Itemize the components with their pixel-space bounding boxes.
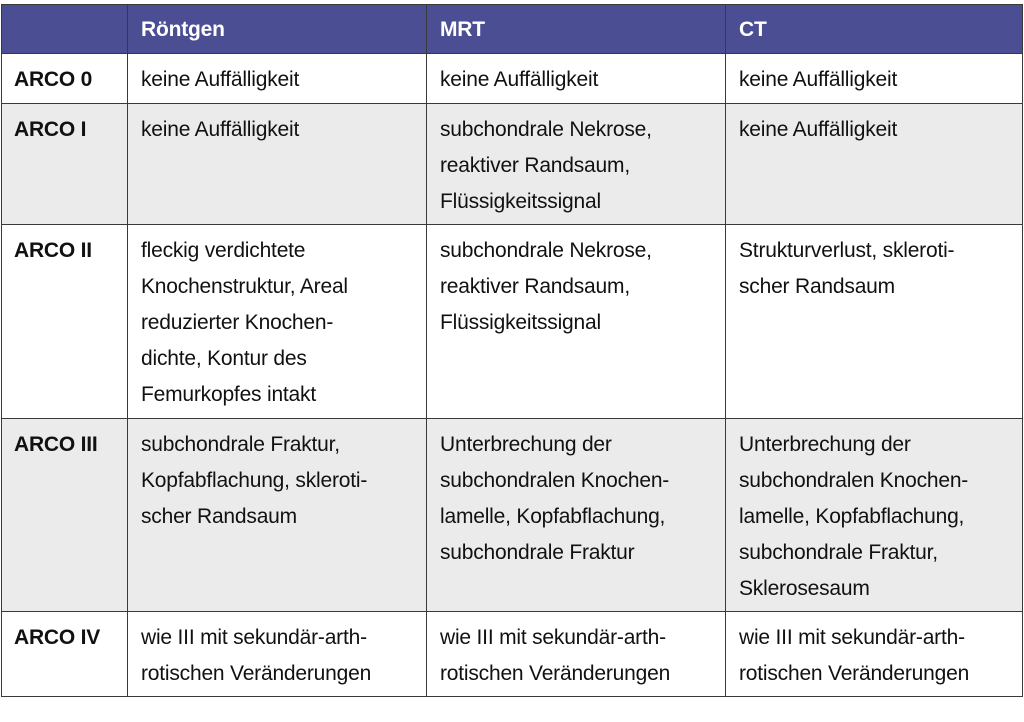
header-mrt: MRT: [427, 5, 726, 54]
cell-text: keine Auffälligkeit: [440, 68, 599, 91]
row-label: ARCO II: [2, 225, 128, 419]
row-label: ARCO IV: [2, 612, 128, 697]
table-row: [2, 104, 1023, 225]
cell-text: lamelle, Kopfabflachung,: [739, 505, 965, 528]
cell-mrt: [427, 612, 726, 697]
cell-text: wie III mit sekundär-arth-: [141, 626, 367, 649]
table-row: [2, 225, 1023, 419]
cell-text: Knochenstruktur, Areal: [141, 275, 348, 298]
cell-text: reduzierter Knochen-: [141, 311, 334, 334]
cell-roentgen: [128, 54, 427, 104]
cell-text: subchondrale Fraktur,: [141, 433, 340, 456]
cell-text: scher Randsaum: [739, 275, 895, 298]
cell-roentgen: [128, 419, 427, 612]
cell-mrt: [427, 54, 726, 104]
cell-text: Sklerosesaum: [739, 577, 870, 600]
cell-text: fleckig verdichtete: [141, 239, 306, 262]
cell-text: keine Auffälligkeit: [739, 68, 898, 91]
cell-text: subchondrale Fraktur: [440, 541, 635, 564]
cell-text: rotischen Veränderungen: [141, 662, 372, 685]
table-row: [2, 54, 1023, 104]
cell-text: lamelle, Kopfabflachung,: [440, 505, 666, 528]
cell-text: Kopfabflachung, skleroti-: [141, 469, 368, 492]
cell-text: reaktiver Randsaum,: [440, 275, 630, 298]
cell-text: Unterbrechung der: [739, 433, 911, 456]
cell-text: Femurkopfes intakt: [141, 383, 316, 406]
row-label: ARCO I: [2, 104, 128, 225]
cell-text: rotischen Veränderungen: [440, 662, 671, 685]
cell-roentgen: [128, 612, 427, 697]
cell-text: wie III mit sekundär-arth-: [440, 626, 666, 649]
cell-roentgen: [128, 104, 427, 225]
cell-text: scher Randsaum: [141, 505, 297, 528]
cell-ct: [726, 612, 1023, 697]
cell-text: subchondrale Nekrose,: [440, 239, 652, 262]
table-row: [2, 612, 1023, 697]
cell-text: Strukturverlust, skleroti-: [739, 239, 955, 262]
cell-ct: [726, 54, 1023, 104]
cell-ct: [726, 225, 1023, 419]
header-roentgen: Röntgen: [128, 5, 427, 54]
cell-ct: [726, 104, 1023, 225]
cell-text: subchondrale Fraktur,: [739, 541, 938, 564]
cell-text: reaktiver Randsaum,: [440, 154, 630, 177]
cell-mrt: [427, 104, 726, 225]
header-ct: CT: [726, 5, 1023, 54]
row-label: ARCO III: [2, 419, 128, 612]
cell-text: Flüssigkeitssignal: [440, 190, 601, 213]
arco-classification-table: [1, 4, 1023, 697]
cell-text: keine Auffälligkeit: [141, 118, 300, 141]
cell-text: subchondrale Nekrose,: [440, 118, 652, 141]
row-label: ARCO 0: [2, 54, 128, 104]
cell-ct: [726, 419, 1023, 612]
cell-mrt: [427, 225, 726, 419]
cell-text: Unterbrechung der: [440, 433, 612, 456]
header-corner: [2, 5, 128, 54]
cell-text: subchondralen Knochen-: [440, 469, 670, 492]
cell-text: rotischen Veränderungen: [739, 662, 970, 685]
cell-text: subchondralen Knochen-: [739, 469, 969, 492]
header-row: [2, 5, 1023, 54]
cell-text: wie III mit sekundär-arth-: [739, 626, 965, 649]
table-row: [2, 419, 1023, 612]
cell-text: keine Auffälligkeit: [141, 68, 300, 91]
cell-text: keine Auffälligkeit: [739, 118, 898, 141]
cell-mrt: [427, 419, 726, 612]
cell-text: Flüssigkeitssignal: [440, 311, 601, 334]
cell-text: dichte, Kontur des: [141, 347, 307, 370]
cell-roentgen: [128, 225, 427, 419]
